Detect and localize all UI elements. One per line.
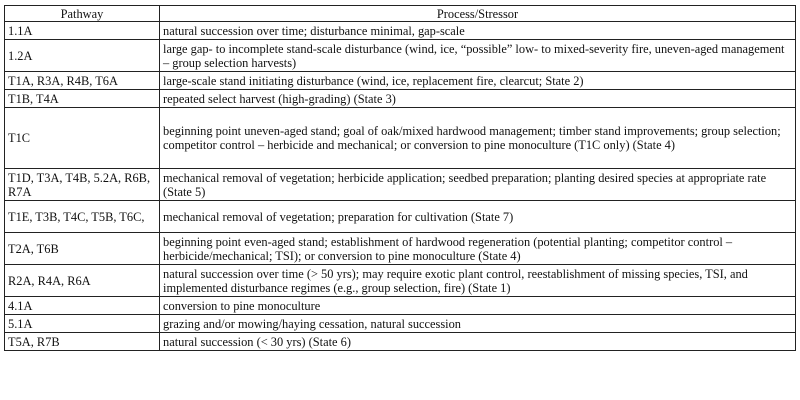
pathway-cell: T5A, R7B <box>5 333 160 351</box>
process-cell: conversion to pine monoculture <box>160 297 796 315</box>
table-header-row <box>5 6 796 22</box>
pathway-cell: 4.1A <box>5 297 160 315</box>
table-row <box>5 169 796 201</box>
process-cell: large gap- to incomplete stand-scale disturbance (wind, ice, “possible” low- to mixed-severity fire, uneven-aged management – group selection harvests) <box>160 40 796 72</box>
pathway-cell: T1D, T3A, T4B, 5.2A, R6B, R7A <box>5 169 160 201</box>
table-row <box>5 265 796 297</box>
process-cell: mechanical removal of vegetation; preparation for cultivation (State 7) <box>160 201 796 233</box>
table-row <box>5 72 796 90</box>
pathway-cell: T1C <box>5 108 160 169</box>
process-cell: beginning point even-aged stand; establishment of hardwood regeneration (potential planting; competitor control – herbicide/mechanical; TSI); or conversion to pine monoculture (State 4) <box>160 233 796 265</box>
table-row <box>5 315 796 333</box>
pathway-table-container <box>4 5 795 351</box>
pathway-cell: R2A, R4A, R6A <box>5 265 160 297</box>
table-row <box>5 22 796 40</box>
pathway-cell: T2A, T6B <box>5 233 160 265</box>
table-row <box>5 333 796 351</box>
process-cell: natural succession (< 30 yrs) (State 6) <box>160 333 796 351</box>
pathway-cell: T1B, T4A <box>5 90 160 108</box>
process-cell: repeated select harvest (high-grading) (State 3) <box>160 90 796 108</box>
table-row <box>5 108 796 169</box>
table-row <box>5 201 796 233</box>
process-cell: grazing and/or mowing/haying cessation, natural succession <box>160 315 796 333</box>
pathway-cell: 5.1A <box>5 315 160 333</box>
pathway-cell: 1.2A <box>5 40 160 72</box>
process-cell: beginning point uneven-aged stand; goal of oak/mixed hardwood management; timber stand improvements; group selection; competitor control – herbicide and mechanical; or conversion to pine monoculture (T1C only) (State 4) <box>160 108 796 169</box>
table-row <box>5 90 796 108</box>
process-cell: large-scale stand initiating disturbance (wind, ice, replacement fire, clearcut; State 2) <box>160 72 796 90</box>
process-cell: natural succession over time; disturbance minimal, gap-scale <box>160 22 796 40</box>
table-row <box>5 233 796 265</box>
pathway-cell: T1A, R3A, R4B, T6A <box>5 72 160 90</box>
table-row <box>5 297 796 315</box>
header-process-stressor: Process/Stressor <box>160 6 796 22</box>
process-cell: natural succession over time (> 50 yrs); may require exotic plant control, reestablishment of missing species, TSI, and implemented disturbance regimes (e.g., group selection, fire) (State 1) <box>160 265 796 297</box>
process-cell: mechanical removal of vegetation; herbicide application; seedbed preparation; planting desired species at appropriate rate (State 5) <box>160 169 796 201</box>
pathway-cell: 1.1A <box>5 22 160 40</box>
header-pathway: Pathway <box>5 6 160 22</box>
table-row <box>5 40 796 72</box>
pathway-process-table <box>4 5 796 351</box>
pathway-cell: T1E, T3B, T4C, T5B, T6C, <box>5 201 160 233</box>
